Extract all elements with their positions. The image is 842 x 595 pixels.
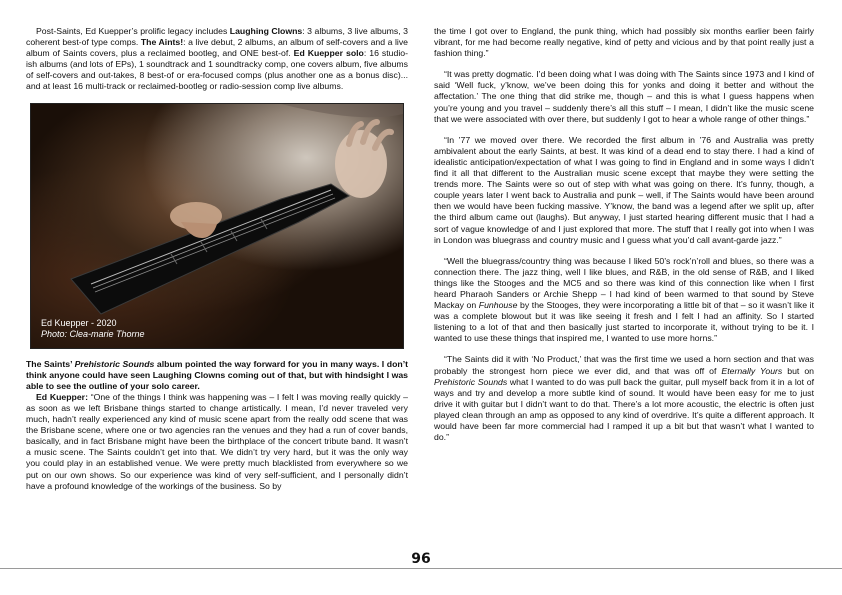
right-paragraph-5: “The Saints did it with ‘No Product,’ that was the first time we used a horn section and that was probably the strongest horn piece we ever did, and that was off of Eternally Yours but on Prehistoric Sounds what I wanted to do was pull back the guitar, pull myself back from it in a lot of ways and try and develop a more subtle kind of sound. It would have been easy for me to just drive it with guitar but I didn’t want to do that. There’s a lot more acoustic, the electric is often just played clean through an amp as opposed to any kind of overdrive. It’s quite a different approach. It would have been far more commercial had I ramped it up a bit but that wasn’t what I wanted to do.” [434, 354, 814, 443]
album-title: Prehistoric Sounds [74, 358, 155, 369]
right-column [434, 26, 814, 453]
interview-answer: Ed Kuepper: “One of the things I think was happening was – I felt I was moving really quickly – as soon as we left Brisbane things started to change artistically. I mean, I’d never traveled very much, hadn’t really experienced any kind of music scene apart from the really odd scene that was the Brisbane scene, where one or two agencies ran the venues and they had a run of cover bands, basically, and in fact Brisbane might have been the birthplace of the concert tribute band. It wasn’t a music scene. The Saints couldn’t get into that. We didn’t try very hard, but it was the only way you could play in an established venue. We were pretty much blacklisted from everywhere so we put on our own shows. So our experience was kind of very self-sufficient, and I personally didn’t have a profound knowledge of the workings of the business. So by [26, 391, 408, 491]
right-paragraph-2: “It was pretty dogmatic. I’d been doing what I was doing with The Saints since 1973 and I kind of said ‘Well fuck, y’know, we’ve been doing this for yonks and doing it better and without the affectation.’ The one thing that did strike me, though – and this is what I guess happens when you’re young and you travel – suddenly there’s all this stuff – I mean, I didn’t like the music scene that we were associated with over there, but suddenly I got to hear a whole range of other things.” [434, 69, 814, 124]
guitar-illustration [31, 104, 403, 348]
right-paragraph-4: “Well the bluegrass/country thing was because I liked 50’s rock’n’roll and blues, so there was a connection there. The jazz thing, well I like blues, and R&B, in the old sense of R&B, and I liked things like the Stooges and the MC5 and so there was kind of this connection like when I first heard Pharaoh Sanders or Archie Shepp – I had kind of been warmed to that sound by Steve Mackay on Funhouse by the Stooges, they were incorporating a little bit of that – so it wasn’t like it was a complete blowout but it was like seeing it fresh and I felt I had an affinity. So I started listening to a lot of that and then basically just started to incorporate it, without trying to be it. I wanted to use these things that inspired me, I wanted to use more horns.” [434, 255, 814, 344]
laughing-clowns-label: Laughing Clowns [229, 26, 303, 36]
interview-question: The Saints’ Prehistoric Sounds album pointed the way forward for you in many ways. I don’t think anyone could have seen Laughing Clowns coming out of that, but with hindsight I was able to see the outline of your solo career. [26, 358, 409, 391]
speaker-label: Ed Kuepper: [36, 391, 88, 402]
aints-label: The Aints! [140, 37, 184, 48]
photo-caption [41, 318, 145, 340]
right-paragraph-1: the time I got over to England, the punk thing, which had possibly six months earlier been fairly vibrant, for me had become really negative, kind of petty and vicious and by that point really just a fashion thing.” [434, 26, 814, 59]
photo-credit: Photo: Clea-marie Thorne [41, 328, 145, 339]
right-paragraph-3: “In ’77 we moved over there. We recorded the first album in ’76 and Australia was pretty ambivalent about the early Saints, at best. It was kind of a dead end to stay there. I had a kind of idealistic anticipation/expectation of what I was going to find in England and in some ways I didn’t find it all that different to the Australian music scene except that maybe they were setting the trends more. The Saints were so out of step with what was going on there. It’s funny, though, a couple years later I went back to Australia and punk – well, if The Saints would have been around then we would have been fucking massive. Y’know, the band was a legend after we split up, after the third album came out (laughs). But anyway, I just started hearing different music that I had a sort of vague knowledge of and I just explored that more. The stuff that I really got into when I was in London was bluegrass and country music and I guess what you’d call avant-garde jazz.” [434, 134, 814, 245]
left-column [26, 26, 408, 502]
caption-title: Ed Kuepper - 2020 [41, 317, 117, 328]
footer-rule [0, 568, 842, 569]
page-number: 96 [411, 551, 431, 567]
ed-kuepper-photo [30, 103, 404, 349]
intro-paragraph: Post-Saints, Ed Kuepper’s prolific legacy includes Laughing Clowns: 3 albums, 3 live albums, 3 coherent best-of type comps. The Aints!: a live debut, 2 albums, an album of self-covers and a live album of Saints covers, plus a reclaimed bootleg, and ONE best-of. Ed Kuepper solo: 16 studio-ish albums (and lots of EPs), 1 soundtrack and 1 soundtracky comp, one covers album, five albums of self-covers and out-takes, 8 best-of or era-focused comps (plus another one as a bonus disc)... and at least 16 multi-track or reclaimed-bootleg or radio-session comp live albums. [26, 26, 409, 92]
solo-label: Ed Kuepper solo [293, 48, 364, 59]
